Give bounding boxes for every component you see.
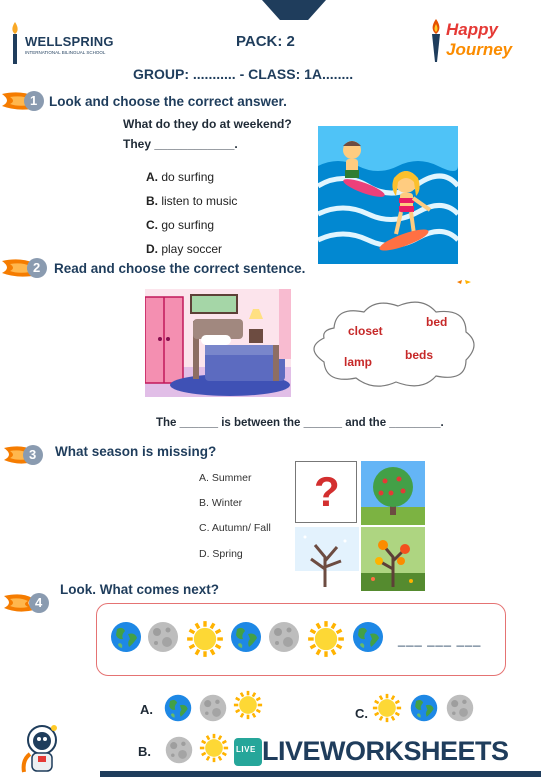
q3-option-d[interactable]: D. Spring: [199, 548, 243, 560]
surfing-kids-image: [318, 126, 458, 264]
sun-icon: [186, 620, 224, 663]
group-class-line: GROUP: ........... - CLASS: 1A........: [133, 66, 354, 82]
earth-icon: [351, 620, 385, 659]
summer-tree-image: [361, 461, 425, 525]
moon-icon: [146, 620, 180, 659]
moon-icon: [164, 735, 194, 770]
question-2-number: 2: [33, 260, 41, 275]
torch-icon: [8, 20, 22, 66]
option-letter: D.: [146, 242, 158, 256]
question-mark-icon: ?: [314, 468, 340, 515]
question-4-number: 4: [35, 595, 43, 610]
moon-icon: [267, 620, 301, 659]
flame-icon: [0, 255, 60, 281]
bedroom-image: [145, 289, 291, 397]
option-letter: B.: [146, 194, 158, 208]
q1-answer-line: They ____________.: [123, 137, 238, 151]
question-4-title: Look. What comes next?: [60, 582, 220, 597]
q4-answer-b-label[interactable]: B.: [138, 744, 151, 759]
season-mystery-box: [295, 461, 357, 523]
astronaut-mascot-icon: [18, 720, 64, 777]
logo-happy: Happy: [446, 20, 498, 39]
logo-journey: Journey: [446, 40, 513, 59]
q1-question: What do they do at weekend?: [123, 117, 292, 131]
sun-icon: [307, 620, 345, 663]
sun-icon: [372, 693, 402, 728]
question-3-number: 3: [29, 447, 37, 462]
option-text: play soccer: [161, 242, 223, 256]
q1-option-d[interactable]: [146, 242, 222, 256]
winter-tree-image: [295, 527, 359, 591]
question-3-title: What season is missing?: [55, 444, 217, 459]
question-2-badge: [0, 255, 60, 281]
sun-icon: [233, 690, 263, 725]
earth-icon: [409, 693, 439, 728]
earth-icon: [163, 693, 193, 728]
sequence-blanks[interactable]: ___ ___ ___: [398, 632, 482, 647]
word-closet[interactable]: closet: [348, 324, 383, 338]
sparkle-icon: [456, 278, 472, 286]
question-1-title: Look and choose the correct answer.: [49, 94, 287, 109]
q3-option-b[interactable]: B. Winter: [199, 497, 243, 509]
wellspring-logo: [8, 20, 138, 70]
sun-icon: [199, 733, 229, 768]
q1-option-b[interactable]: [146, 194, 237, 208]
q3-option-c[interactable]: C. Autumn/ Fall: [199, 522, 271, 534]
q1-option-c[interactable]: [146, 218, 214, 232]
q1-option-a[interactable]: [146, 170, 214, 184]
watermark-text: LIVEWORKSHEETS: [262, 736, 509, 766]
word-beds[interactable]: beds: [405, 348, 434, 362]
top-tab: [262, 0, 326, 20]
footer-bar: [100, 771, 541, 777]
q2-sentence[interactable]: The ______ is between the ______ and the ________.: [156, 417, 444, 429]
question-3-badge: [2, 442, 62, 468]
option-text: do surfing: [161, 170, 215, 184]
earth-icon: [109, 620, 143, 659]
option-letter: A.: [146, 170, 158, 184]
flame-icon: [2, 590, 62, 616]
pack-title: PACK: 2: [236, 33, 295, 50]
word-lamp[interactable]: lamp: [344, 355, 373, 369]
moon-icon: [445, 693, 475, 728]
torch-icon: [428, 18, 444, 64]
earth-icon: [229, 620, 263, 659]
liveworksheets-logo: [234, 734, 534, 770]
school-sub: INTERNATIONAL BILINGUAL SCHOOL: [25, 50, 106, 55]
option-letter: C.: [146, 218, 158, 232]
moon-icon: [198, 693, 228, 728]
watermark-live-letters: LIVE: [236, 745, 256, 754]
option-text: listen to music: [161, 194, 238, 208]
q4-answer-a-label[interactable]: A.: [140, 702, 153, 717]
word-cloud: [306, 298, 478, 390]
question-2-title: Read and choose the correct sentence.: [54, 261, 306, 276]
question-4-badge: [2, 590, 62, 616]
q4-answer-c-label[interactable]: C.: [355, 706, 368, 721]
happy-journey-logo: [428, 16, 518, 68]
q3-option-a[interactable]: A. Summer: [199, 472, 252, 484]
option-text: go surfing: [161, 218, 215, 232]
autumn-tree-image: [361, 527, 425, 591]
question-1-number: 1: [30, 93, 38, 108]
word-bed[interactable]: bed: [426, 315, 448, 329]
school-name: WELLSPRING: [25, 34, 114, 49]
